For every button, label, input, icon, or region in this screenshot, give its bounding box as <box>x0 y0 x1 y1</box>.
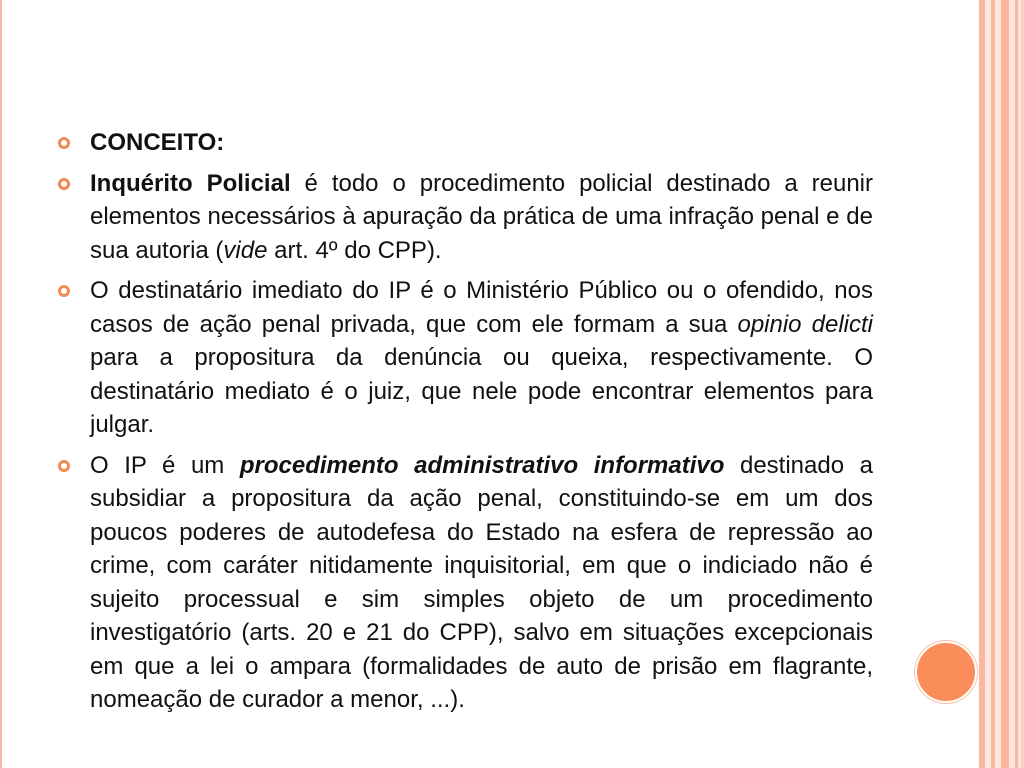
bullet-text: é todo o procedimento policial destinado a reunir elementos necessários à apuração da prática de uma infração penal e de sua autoria ( <box>90 169 873 264</box>
stripe <box>991 0 995 768</box>
bullet-ring-icon <box>58 178 70 190</box>
section-heading: CONCEITO: <box>90 129 225 156</box>
bullet-item-destinatario <box>58 274 873 442</box>
bullet-ring-icon <box>58 460 70 472</box>
bullet-ring-icon <box>58 285 70 297</box>
bold-italic-term: procedimento administrativo informativo <box>239 451 725 479</box>
decorative-side-stripes <box>981 0 1024 768</box>
bullet-text: para a propositura da denúncia ou queixa, respectivamente. O destinatário mediato é o juiz, que nele pode encontrar elementos para julgar. <box>90 344 873 438</box>
bullet-text: O destinatário imediato do IP é o Ministério Público ou o ofendido, nos casos de ação penal privada, que com ele formam a sua <box>90 277 873 338</box>
decorative-circle <box>915 641 977 703</box>
bold-term: Inquérito Policial <box>90 169 291 197</box>
stripe <box>1001 0 1009 768</box>
slide-content <box>58 126 873 724</box>
italic-term: opinio delicti <box>737 310 873 338</box>
stripe <box>1015 0 1018 768</box>
bullet-item-procedimento <box>58 449 873 717</box>
bullet-ring-icon <box>58 137 70 149</box>
bullet-text: O IP é um <box>90 451 240 479</box>
stripe <box>981 0 985 768</box>
bullet-item-conceito <box>58 126 873 160</box>
bullet-text: art. 4º do CPP). <box>267 236 442 264</box>
bullet-text: destinado a subsidiar a propositura da ação penal, constituindo-se em um dos poucos poderes de autodefesa do Estado na esfera de repressão ao crime, com caráter nitidamente inquisitorial, em que o indiciado não é sujeito processual e sim simples objeto de um procedimento investigatório (arts. 20 e 21 do CPP), salvo em situações excepcionais em que a lei o ampara (formalidades de auto de prisão em flagrante, nomeação de curador a menor, ...). <box>90 451 873 713</box>
bullet-item-definition <box>58 167 873 268</box>
italic-term: vide <box>223 236 268 264</box>
